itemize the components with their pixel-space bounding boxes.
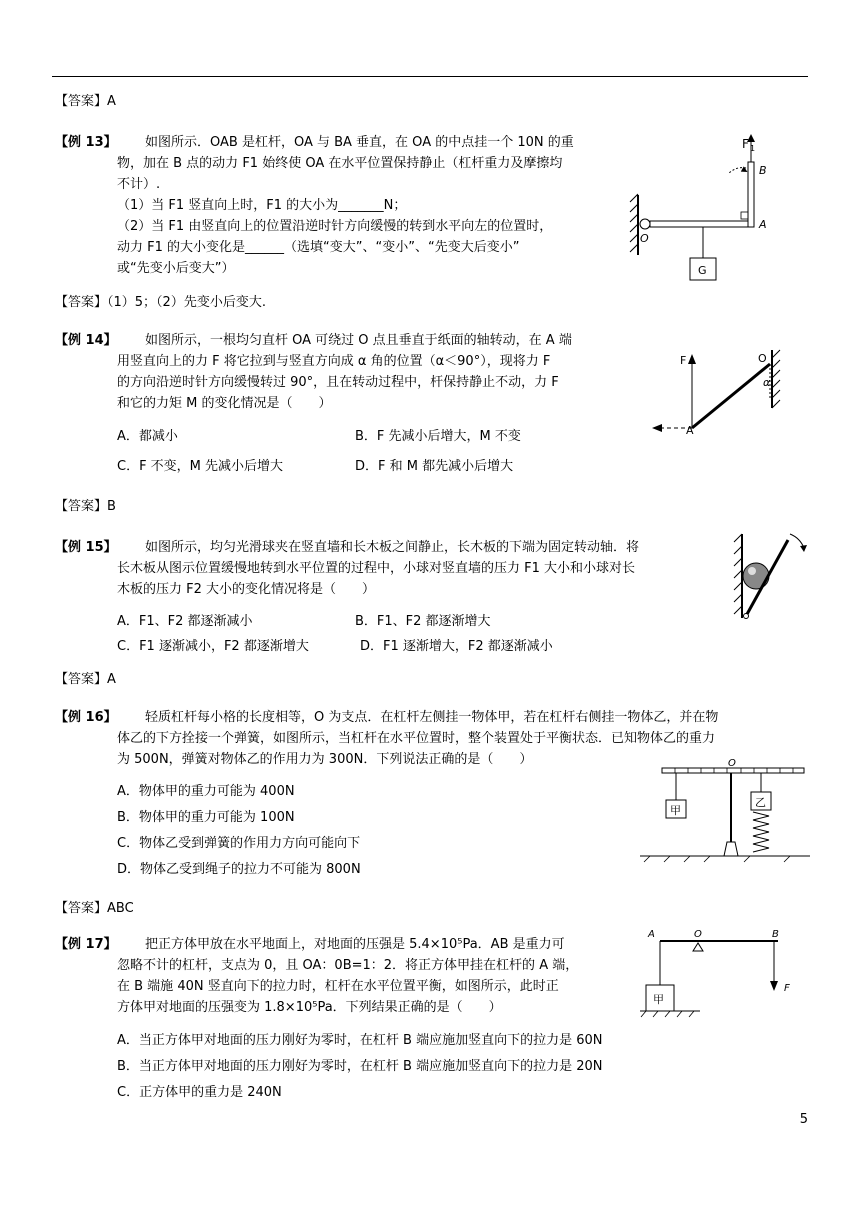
- ex16-fig-yi: 乙: [755, 796, 766, 809]
- ex14-fig-alpha: α: [763, 376, 771, 389]
- page-number: 5: [799, 1112, 808, 1127]
- ex14-line-3: 的方向沿逆时针方向缓慢转过 90°，且在转动过程中，杆保持静止不动，力 F: [117, 375, 559, 390]
- ex17-line-1: 把正方体甲放在水平地面上，对地面的压强是 5.4×10⁵Pa．AB 是重力可: [145, 937, 565, 952]
- ex13-fig-B: B: [759, 164, 767, 177]
- ex16-option-c: C．物体乙受到弹簧的作用力方向可能向下: [117, 836, 361, 851]
- ex17-line-4: 方体甲对地面的压强变为 1.8×10⁵Pa．下列结果正确的是（ ）: [117, 1000, 502, 1015]
- ex17-fig-F: F: [784, 983, 790, 994]
- ex17-line-2: 忽略不计的杠杆，支点为 0，且 OA：0B=1：2．将正方体甲挂在杠杆的 A 端，: [117, 958, 579, 973]
- ex17-fig-B: B: [772, 929, 779, 940]
- ex14-fig-A: A: [686, 424, 694, 437]
- ex14-line-2: 用竖直向上的力 F 将它拉到与竖直方向成 α 角的位置（α＜90°），现将力 F: [117, 354, 551, 369]
- ex14-option-b: B．F 先减小后增大，M 不变: [355, 429, 521, 444]
- ex16-option-b: B．物体甲的重力可能为 100N: [117, 810, 295, 825]
- ex16-option-a: A．物体甲的重力可能为 400N: [117, 784, 295, 799]
- ex13-line-5: （2）当 F1 由竖直向上的位置沿逆时针方向缓慢的转到水平向左的位置时，: [117, 219, 553, 234]
- ex13-line-4: （1）当 F1 竖直向上时，F1 的大小为_______N；: [117, 198, 407, 213]
- ex13-figure: [628, 130, 788, 290]
- ex14-fig-O: O: [758, 352, 767, 365]
- ex13-line-3: 不计）.: [117, 177, 161, 192]
- ex15-option-b: B．F1、F2 都逐渐增大: [355, 614, 491, 629]
- answer-12: 【答案】A: [55, 94, 116, 109]
- ex17-figure: [640, 925, 800, 1025]
- ex13-fig-O: O: [640, 232, 649, 245]
- ex17-fig-jia: 甲: [653, 993, 664, 1006]
- ex14-option-c: C．F 不变，M 先减小后增大: [117, 459, 284, 474]
- ex14-fig-F: F: [680, 354, 687, 367]
- answer-13: 【答案】（1）5；（2）先变小后变大.: [55, 295, 266, 310]
- ex14-line-1: 如图所示，一根均匀直杆 OA 可绕过 O 点且垂直于纸面的轴转动，在 A 端: [145, 333, 572, 348]
- header-rule: [52, 76, 808, 77]
- answer-15: 【答案】A: [55, 672, 116, 687]
- ex15-line-2: 长木板从图示位置缓慢地转到水平位置的过程中，小球对竖直墙的压力 F1 大小和小球对长: [117, 561, 636, 576]
- ex15-line-1: 如图所示，均匀光滑球夹在竖直墙和长木板之间静止，长木板的下端为固定转动轴．将: [145, 540, 640, 555]
- ex14-option-a: A．都减小: [117, 429, 178, 444]
- ex17-fig-O: O: [694, 929, 702, 940]
- ex13-line-7: 或“先变小后变大”）: [117, 261, 235, 276]
- example-14-tag: 【例 14】: [55, 333, 117, 348]
- ex13-fig-F: F: [742, 137, 749, 151]
- answer-14: 【答案】B: [55, 499, 116, 514]
- ex16-fig-jia: 甲: [670, 804, 681, 817]
- ex15-line-3: 木板的压力 F2 大小的变化情况将是（ ）: [117, 582, 376, 597]
- ex13-fig-G: G: [698, 264, 707, 277]
- ex16-fig-O: O: [728, 758, 736, 769]
- ex13-line-1: 如图所示．OAB 是杠杆，OA 与 BA 垂直，在 OA 的中点挂一个 10N 的重: [145, 135, 574, 150]
- ex13-line-2: 物，加在 B 点的动力 F1 始终使 OA 在水平位置保持静止（杠杆重力及摩擦均: [117, 156, 563, 171]
- ex17-option-c: C．正方体甲的重力是 240N: [117, 1085, 282, 1100]
- ex15-option-d: D．F1 逐渐增大，F2 都逐渐减小: [360, 639, 553, 654]
- ex13-fig-A: A: [759, 218, 767, 231]
- example-17-tag: 【例 17】: [55, 937, 117, 952]
- example-13-tag: 【例 13】: [55, 135, 117, 150]
- ex16-line-1: 轻质杠杆每小格的长度相等，O 为支点．在杠杆左侧挂一物体甲，若在杠杆右侧挂一物体乙，并在物: [145, 710, 719, 725]
- ex16-option-d: D．物体乙受到绳子的拉力不可能为 800N: [117, 862, 361, 877]
- ex17-option-a: A．当正方体甲对地面的压力刚好为零时，在杠杆 B 端应施加竖直向下的拉力是 60N: [117, 1033, 603, 1048]
- ex13-line-6: 动力 F1 的大小变化是______（选填“变大”、“变小”、“先变大后变小”: [117, 240, 520, 255]
- ex17-option-b: B．当正方体甲对地面的压力刚好为零时，在杠杆 B 端应施加竖直向下的拉力是 20N: [117, 1059, 603, 1074]
- ex17-line-3: 在 B 端施 40N 竖直向下的拉力时，杠杆在水平位置平衡，如图所示，此时正: [117, 979, 559, 994]
- example-15-tag: 【例 15】: [55, 540, 117, 555]
- example-16-tag: 【例 16】: [55, 710, 117, 725]
- answer-16: 【答案】ABC: [55, 901, 134, 916]
- ex16-figure: [640, 760, 810, 860]
- ex14-line-4: 和它的力矩 M 的变化情况是（ ）: [117, 396, 332, 411]
- ex13-fig-F-sub: 1: [750, 144, 756, 153]
- ex14-figure: [650, 348, 790, 438]
- ex15-option-c: C．F1 逐渐减小，F2 都逐渐增大: [117, 639, 309, 654]
- ex17-fig-A: A: [648, 929, 655, 940]
- ex16-line-3: 为 500N，弹簧对物体乙的作用力为 300N．下列说法正确的是（ ）: [117, 752, 533, 767]
- ex15-figure: [730, 530, 810, 625]
- ex14-option-d: D．F 和 M 都先减小后增大: [355, 459, 514, 474]
- ex16-line-2: 体乙的下方拴接一个弹簧，如图所示，当杠杆在水平位置时，整个装置处于平衡状态．已知物体乙的重力: [117, 731, 716, 746]
- ex15-option-a: A．F1、F2 都逐渐减小: [117, 614, 253, 629]
